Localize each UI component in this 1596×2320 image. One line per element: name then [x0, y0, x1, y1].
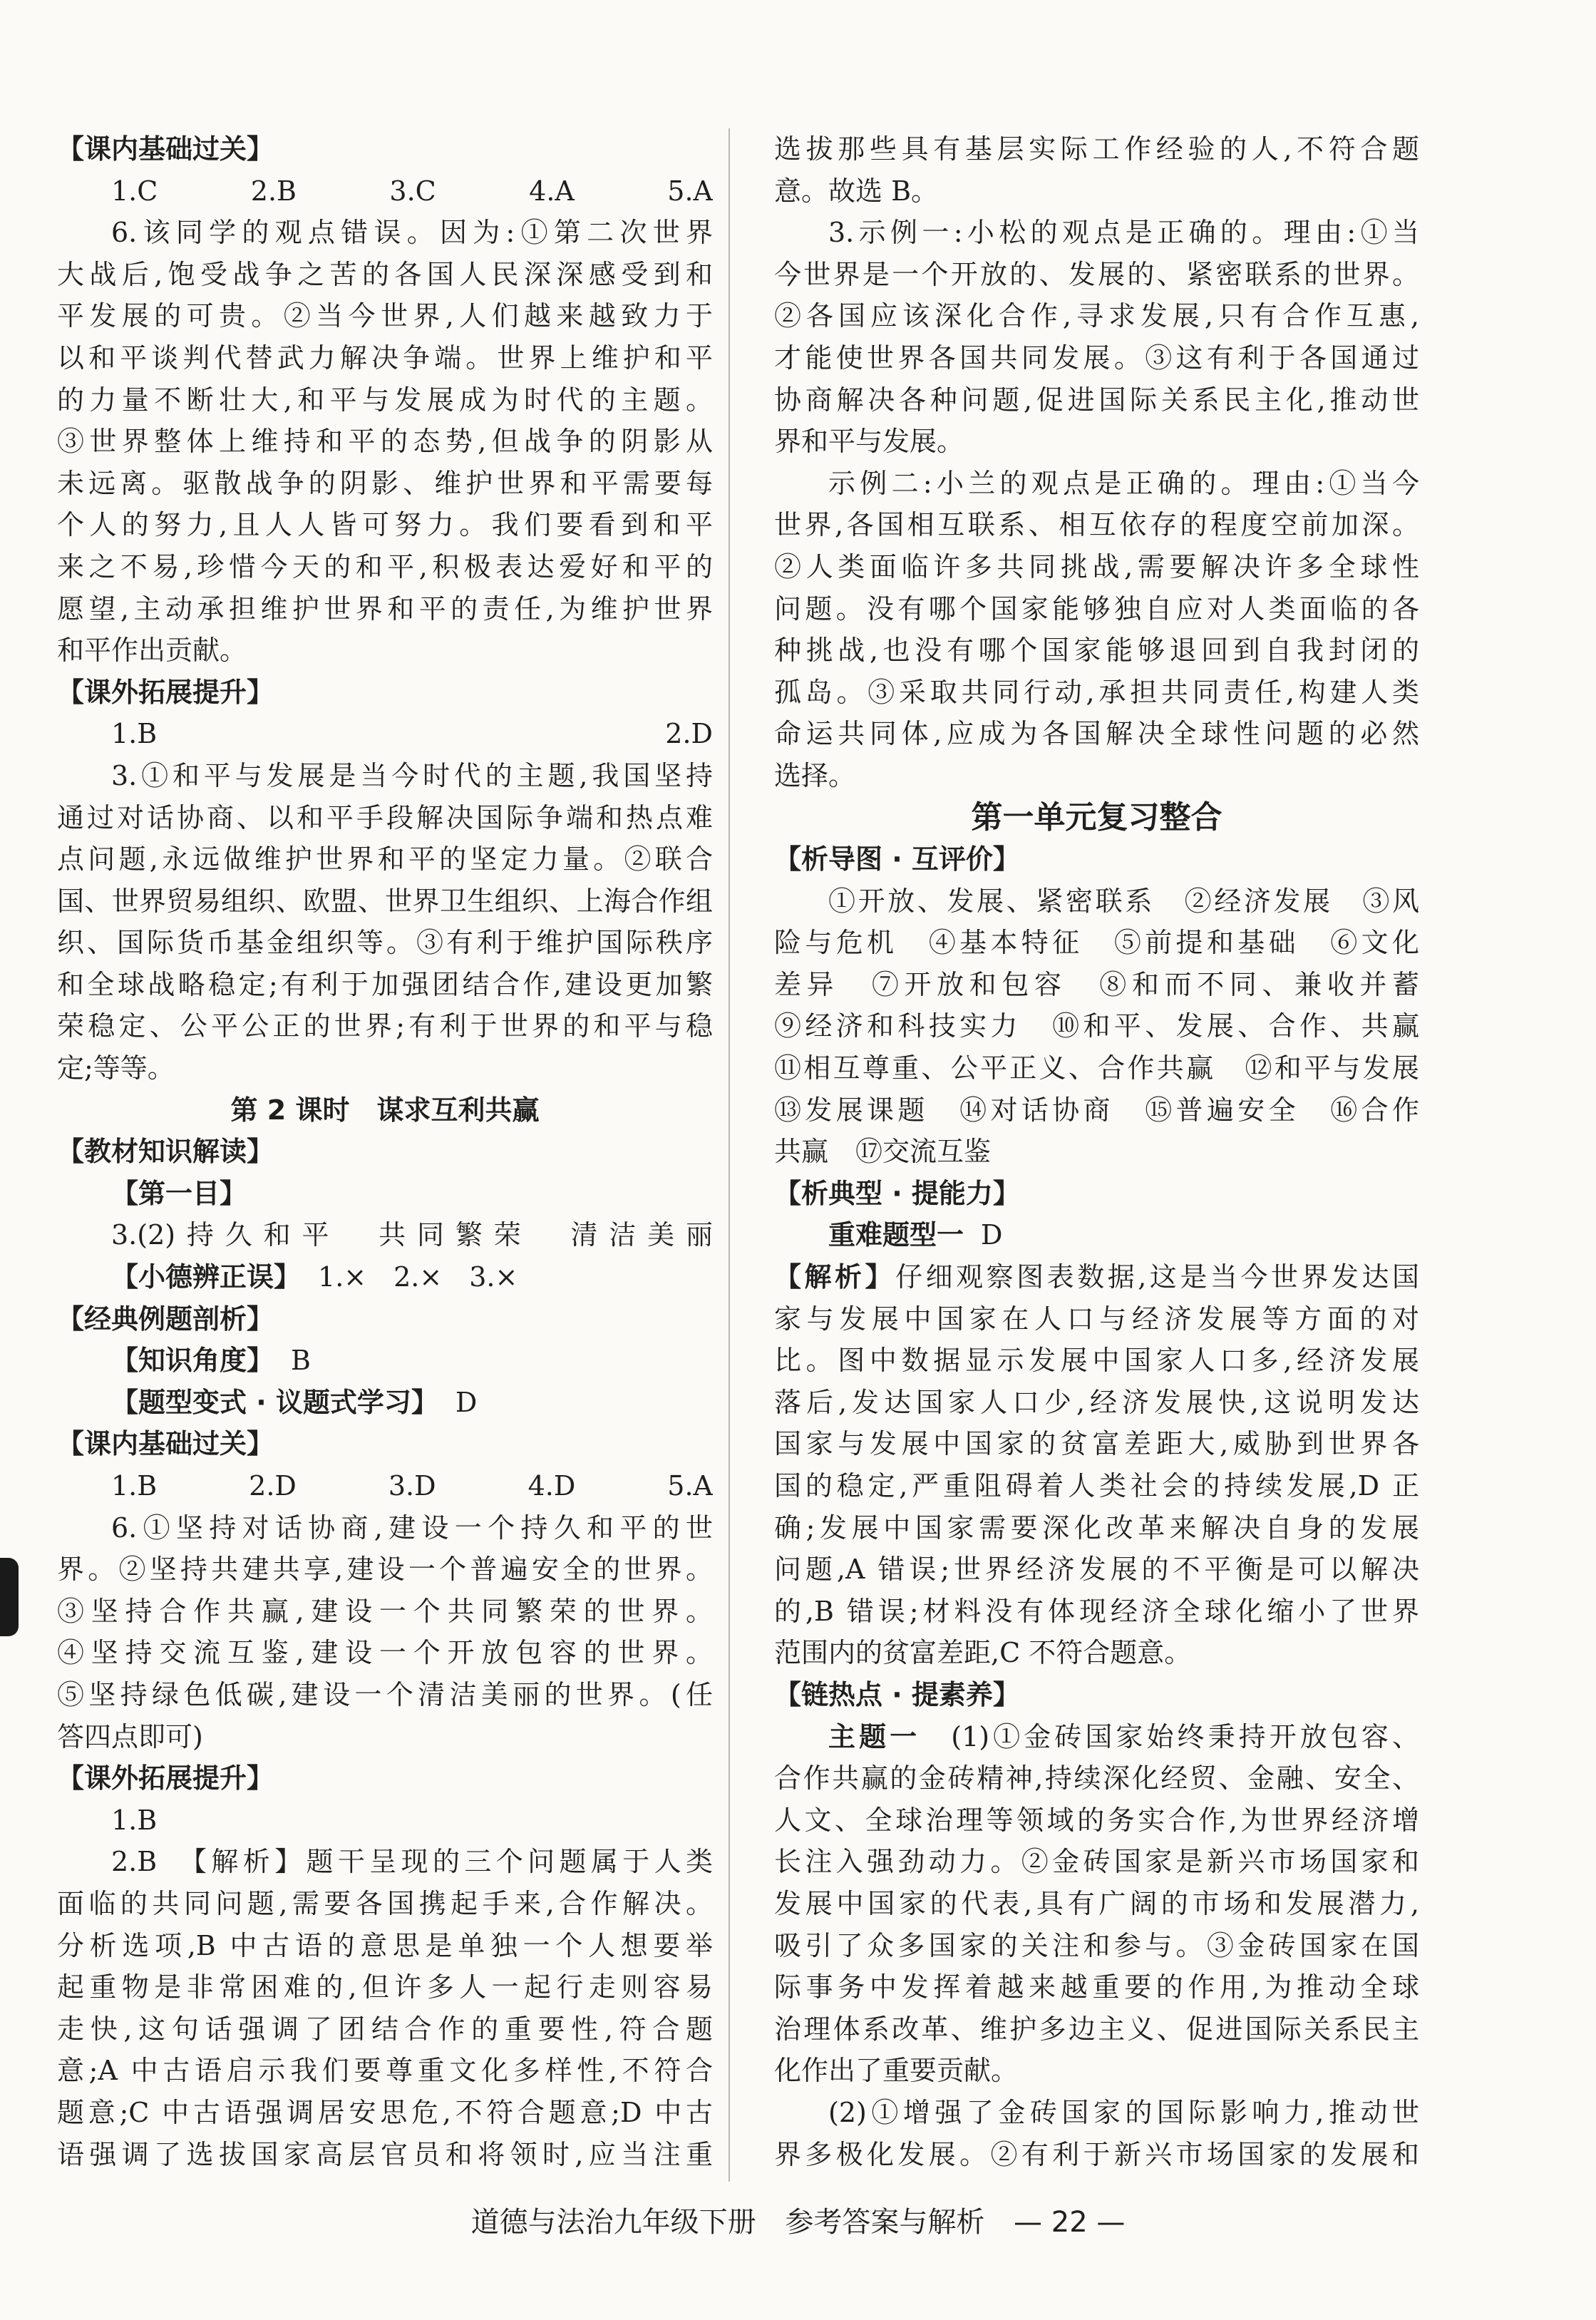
sub-heading: 【第一目】: [111, 1177, 247, 1209]
text-line: 6.该同学的观点错误。因为:①第二次世界: [111, 217, 713, 249]
column-divider: [729, 128, 730, 2182]
text-line: 国家与发展中国家的贫富差距大,威胁到世界各: [774, 1428, 1419, 1460]
text-line: 和全球战略稳定;有利于加强团结合作,建设更加繁: [57, 968, 713, 1000]
text-line: 协商解决各种问题,促进国际关系民主化,推动世: [774, 384, 1419, 416]
text-line: 界。②坚持共建共享,建设一个普遍安全的世界。: [57, 1554, 713, 1586]
text-line: ⑬发展课题 ⑭对话协商 ⑮普遍安全 ⑯合作: [774, 1094, 1419, 1126]
text-line: 分析选项,B 中古语的意思是单独一个人想要举: [57, 1929, 713, 1961]
text-line: ⑨经济和科技实力 ⑩和平、发展、合作、共赢: [774, 1010, 1419, 1042]
section-heading: 【课外拓展提升】: [57, 676, 274, 708]
section-heading: 【课内基础过关】: [57, 133, 274, 165]
text-line: 的力量不断壮大,和平与发展成为时代的主题。: [57, 384, 713, 416]
labeled-answer: [774, 1214, 1419, 1256]
text-line: 今世界是一个开放的、发展的、紧密联系的世界。: [774, 258, 1419, 290]
text-line: ③坚持合作共赢,建设一个共同繁荣的世界。: [57, 1595, 713, 1627]
text-line: 化作出了重要贡献。: [774, 2055, 1019, 2087]
text-line: 和平作出贡献。: [57, 635, 247, 667]
text-line: 种挑战,也没有哪个国家能够退回到自我封闭的: [774, 635, 1419, 667]
text-line: 6.①坚持对话协商,建设一个持久和平的世: [111, 1511, 713, 1544]
footer-page-number: — 22 —: [1014, 2206, 1126, 2239]
text-content: (1)①金砖国家始终秉持开放包容、: [920, 1720, 1419, 1752]
text-line: 家与发展中国家在人口与经济发展等方面的对: [774, 1303, 1419, 1335]
text-line: 命运共同体,应成为各国解决全球性问题的必然: [774, 718, 1419, 750]
text-line: 1.B 2.D 3.D 4.D 5.A: [111, 1470, 713, 1502]
text-line: 语强调了选拔国家高层官员和将领时,应当注重: [57, 2138, 713, 2170]
text-content: 仔细观察图表数据,这是当今世界发达国: [895, 1261, 1419, 1293]
text-line: 面临的共同问题,需要各国携起手来,合作解决。: [57, 1887, 713, 1919]
answer-label: 重难题型一: [828, 1219, 964, 1251]
section-heading: 【经典例题剖析】: [57, 1303, 274, 1335]
text-line: 1.B: [111, 1804, 158, 1836]
footer-section-title: 参考答案与解析: [785, 2206, 985, 2239]
section-heading: 【课外拓展提升】: [57, 1762, 274, 1795]
answer-value: D: [455, 1386, 478, 1418]
text-line: 吸引了众多国家的关注和参与。③金砖国家在国: [774, 1929, 1419, 1961]
text-line: 大战后,饱受战争之苦的各国人民深深感受到和: [57, 258, 713, 290]
topic-label: 主题一: [828, 1720, 921, 1752]
text-line: 走快,这句话强调了团结合作的重要性,符合题: [57, 2013, 713, 2045]
text-line: ④坚持交流互鉴,建设一个开放包容的世界。: [57, 1637, 713, 1669]
text-line: 3.示例一:小松的观点是正确的。理由:①当: [828, 217, 1419, 249]
text-line: 长注入强劲动力。②金砖国家是新兴市场国家和: [774, 1846, 1419, 1878]
text-line: 比。图中数据显示发展中国家人口多,经济发展: [774, 1345, 1419, 1377]
text-line: 1.C 2.B 3.C 4.A 5.A: [111, 175, 713, 207]
text-line: 意。故选 B。: [774, 175, 939, 207]
text-line: 起重物是非常困难的,但许多人一起行走则容易: [57, 1971, 713, 2003]
text-line: 愿望,主动承担维护世界和平的责任,为维护世界: [57, 592, 713, 625]
text-line: ①开放、发展、紧密联系 ②经济发展 ③风: [828, 885, 1419, 917]
text-line: 意;A 中古语启示我们要尊重文化多样性,不符合: [57, 2055, 713, 2087]
text-line: 落后,发达国家人口少,经济发展快,这说明发达: [774, 1386, 1419, 1418]
text-line: (2)①增强了金砖国家的国际影响力,推动世: [828, 2096, 1419, 2128]
analysis-line: [774, 1256, 1419, 1298]
right-column: [774, 128, 1419, 2175]
text-line: 确;发展中国家需要深化改革来解决自身的发展: [774, 1511, 1419, 1544]
lesson-title: 第 2 课时 谋求互利共赢: [230, 1094, 540, 1126]
section-heading: 【析典型 · 提能力】: [774, 1177, 1020, 1209]
labeled-answer: [57, 1340, 713, 1382]
text-line: 个人的努力,且人人皆可努力。我们要看到和平: [57, 509, 713, 541]
analysis-label: 【解析】: [774, 1261, 896, 1293]
text-line: 选择。: [774, 759, 856, 791]
text-line: 织、国际货币基金组织等。③有利于维护国际秩序: [57, 927, 713, 959]
text-line: 问题,A 错误;世界经济发展的不平衡是可以解决: [774, 1554, 1419, 1586]
text-line: 题意;C 中古语强调居安思危,不符合题意;D 中古: [57, 2096, 713, 2128]
labeled-answer: [57, 1382, 713, 1424]
text-line: ③世界整体上维持和平的态势,但战争的阴影从: [57, 426, 713, 458]
labeled-text-line: [774, 1716, 1419, 1758]
text-line: 以和平谈判代替武力解决争端。世界上维护和平: [57, 342, 713, 374]
text-line: 合作共赢的金砖精神,持续深化经贸、金融、安全、: [774, 1762, 1419, 1795]
text-line: 险与危机 ④基本特征 ⑤前提和基础 ⑥文化: [774, 927, 1419, 959]
answer-label: 【题型变式 · 议题式学习】: [111, 1386, 438, 1418]
text-line: 示例二:小兰的观点是正确的。理由:①当今: [828, 467, 1419, 499]
section-heading: 【课内基础过关】: [57, 1428, 274, 1460]
section-heading: 【链热点 · 提素养】: [774, 1678, 1020, 1710]
text-line: 问题。没有哪个国家能够独自应对人类面临的各: [774, 592, 1419, 625]
text-line: 1.B 2.D: [111, 718, 713, 750]
text-line: 范围内的贫富差距,C 不符合题意。: [774, 1637, 1192, 1669]
answer-value: 1.× 2.× 3.×: [318, 1261, 518, 1293]
labeled-answer: [57, 1256, 713, 1298]
text-line: 3.①和平与发展是当今时代的主题,我国坚持: [111, 759, 713, 791]
section-heading: 【析导图 · 互评价】: [774, 843, 1020, 876]
text-line: 发展中国家的代表,具有广阔的市场和发展潜力,: [774, 1887, 1419, 1919]
text-line: 界多极化发展。②有利于新兴市场国家的发展和: [774, 2138, 1419, 2170]
text-line: ⑤坚持绿色低碳,建设一个清洁美丽的世界。(任: [57, 1678, 713, 1710]
text-line: 治理体系改革、维护多边主义、促进国际关系民主: [774, 2013, 1419, 2045]
section-heading: 【教材知识解读】: [57, 1136, 274, 1168]
text-line: 际事务中发挥着越来越重要的作用,为推动全球: [774, 1971, 1419, 2003]
answer-value: B: [291, 1345, 311, 1377]
text-line: 答四点即可): [57, 1720, 203, 1752]
answer-label: 【小德辨正误】: [111, 1261, 302, 1293]
answer-value: D: [981, 1219, 1003, 1251]
text-line: 国、世界贸易组织、欧盟、世界卫生组织、上海合作组: [57, 885, 713, 917]
text-line: ②人类面临许多共同挑战,需要解决许多全球性: [774, 550, 1419, 582]
text-line: 界和平与发展。: [774, 426, 964, 458]
text-line: ⑪相互尊重、公平正义、合作共赢 ⑫和平与发展: [774, 1052, 1419, 1084]
left-column: [57, 128, 713, 2175]
text-line: 孤岛。③采取共同行动,承担共同责任,构建人类: [774, 676, 1419, 708]
answer-label: 【知识角度】: [111, 1345, 274, 1377]
text-line: 定;等等。: [57, 1052, 175, 1084]
text-line: 2.B 【解析】题干呈现的三个问题属于人类: [111, 1846, 713, 1878]
unit-title: 第一单元复习整合: [971, 799, 1222, 836]
text-line: 人文、全球治理等领域的务实合作,为世界经济增: [774, 1804, 1419, 1836]
text-line: ②各国应该深化合作,寻求发展,只有合作互惠,: [774, 300, 1419, 332]
text-line: 共赢 ⑰交流互鉴: [774, 1136, 992, 1168]
text-line: 平发展的可贵。②当今世界,人们越来越致力于: [57, 300, 713, 332]
text-line: 点问题,永远做维护世界和平的坚定力量。②联合: [57, 843, 713, 876]
text-line: 差异 ⑦开放和包容 ⑧和而不同、兼收并蓄: [774, 968, 1419, 1000]
footer-book-title: 道德与法治九年级下册: [470, 2206, 756, 2239]
text-line: 世界,各国相互联系、相互依存的程度空前加深。: [774, 509, 1419, 541]
scan-edge-mark: [0, 1558, 19, 1636]
text-line: 荣稳定、公平公正的世界;有利于世界的和平与稳: [57, 1010, 713, 1042]
text-line: 来之不易,珍惜今天的和平,积极表达爱好和平的: [57, 550, 713, 582]
text-line: 3.(2)持久和平 共同繁荣 清洁美丽: [111, 1219, 713, 1251]
page-footer: [0, 2200, 1596, 2240]
text-line: 才能使世界各国共同发展。③这有利于各国通过: [774, 342, 1419, 374]
text-line: 通过对话协商、以和平手段解决国际争端和热点难: [57, 801, 713, 833]
text-line: 国的稳定,严重阻碍着人类社会的持续发展,D 正: [774, 1470, 1419, 1502]
text-line: 选拔那些具有基层实际工作经验的人,不符合题: [774, 133, 1419, 165]
text-line: 的,B 错误;材料没有体现经济全球化缩小了世界: [774, 1595, 1419, 1627]
text-line: 未远离。驱散战争的阴影、维护世界和平需要每: [57, 467, 713, 499]
